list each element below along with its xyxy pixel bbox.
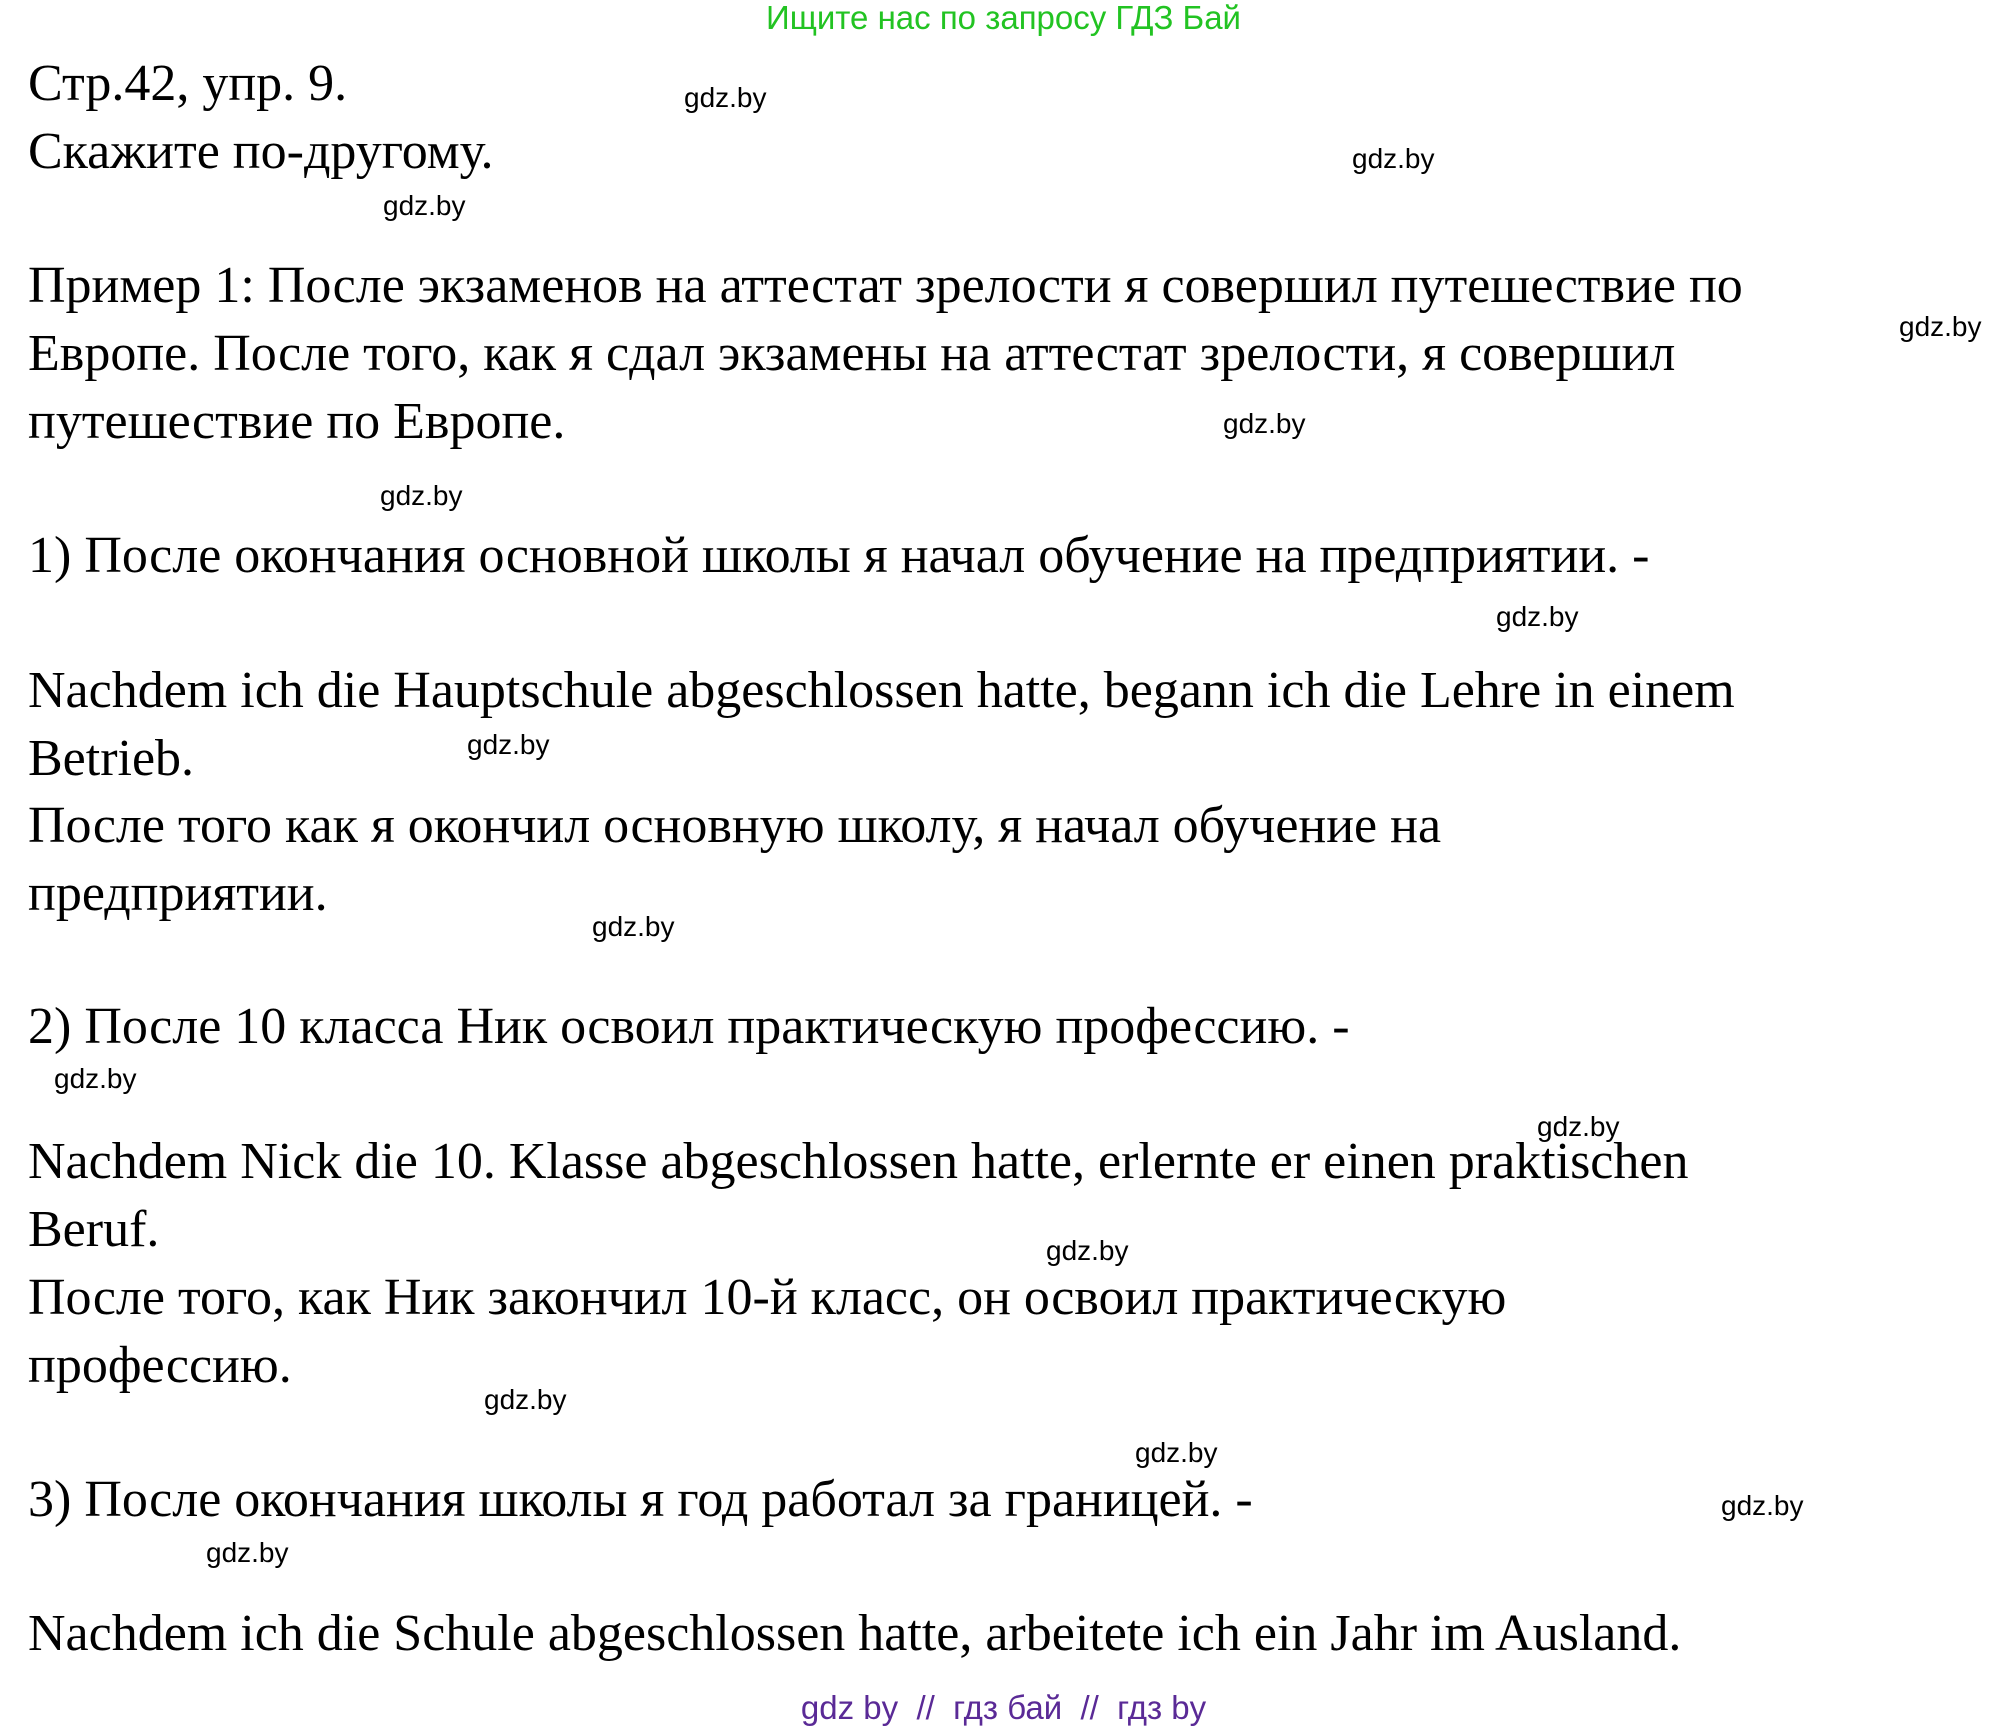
exercise-instruction: Скажите по-другому.: [28, 123, 494, 180]
example-line: Европе. После того, как я сдал экзамены на аттестат зрелости, я совершил: [28, 325, 1676, 382]
watermark: gdz.by: [1537, 1111, 1620, 1142]
watermark: gdz.by: [484, 1384, 567, 1415]
task-1-answer-ru: После того как я окончил основную школу, я начал обучение на: [28, 797, 1442, 854]
example-line: Пример 1: После экзаменов на аттестат зрелости я совершил путешествие по: [28, 257, 1743, 314]
task-1-answer-ru: предприятии.: [28, 865, 328, 922]
watermark: gdz.by: [1899, 311, 1982, 342]
watermark: gdz.by: [467, 729, 550, 760]
task-2-prompt: 2) После 10 класса Ник освоил практическую профессию. -: [28, 998, 1350, 1055]
search-hint-banner: Ищите нас по запросу ГДЗ Бай: [766, 0, 1241, 36]
watermark: gdz.by: [1135, 1437, 1218, 1468]
watermark: gdz.by: [684, 82, 767, 113]
task-2-answer-de: Nachdem Nick die 10. Klasse abgeschlossen hatte, erlernte er einen praktischen: [28, 1133, 1689, 1190]
watermark: gdz.by: [1496, 601, 1579, 632]
example-line: путешествие по Европе.: [28, 393, 566, 450]
watermark: gdz.by: [1223, 408, 1306, 439]
watermark: gdz.by: [1721, 1490, 1804, 1521]
task-1-answer-de: Betrieb.: [28, 730, 195, 787]
watermark: gdz.by: [206, 1537, 289, 1568]
watermark: gdz.by: [383, 190, 466, 221]
task-2-answer-ru: После того, как Ник закончил 10-й класс, он освоил практическую: [28, 1269, 1507, 1326]
footer-links: gdz by // гдз бай // гдз by: [800, 1689, 1207, 1726]
task-1-prompt: 1) После окончания основной школы я начал обучение на предприятии. -: [28, 527, 1650, 584]
watermark: gdz.by: [380, 480, 463, 511]
task-3-answer-de: Nachdem ich die Schule abgeschlossen hatte, arbeitete ich ein Jahr im Ausland.: [28, 1605, 1682, 1662]
task-1-answer-de: Nachdem ich die Hauptschule abgeschlossen hatte, begann ich die Lehre in einem: [28, 662, 1735, 719]
watermark: gdz.by: [54, 1063, 137, 1094]
task-2-answer-de: Beruf.: [28, 1201, 160, 1258]
task-2-answer-ru: профессию.: [28, 1337, 292, 1394]
watermark: gdz.by: [1046, 1235, 1129, 1266]
watermark: gdz.by: [1352, 143, 1435, 174]
watermark: gdz.by: [592, 911, 675, 942]
exercise-title: Стр.42, упр. 9.: [28, 55, 348, 112]
task-3-prompt: 3) После окончания школы я год работал за границей. -: [28, 1471, 1253, 1528]
